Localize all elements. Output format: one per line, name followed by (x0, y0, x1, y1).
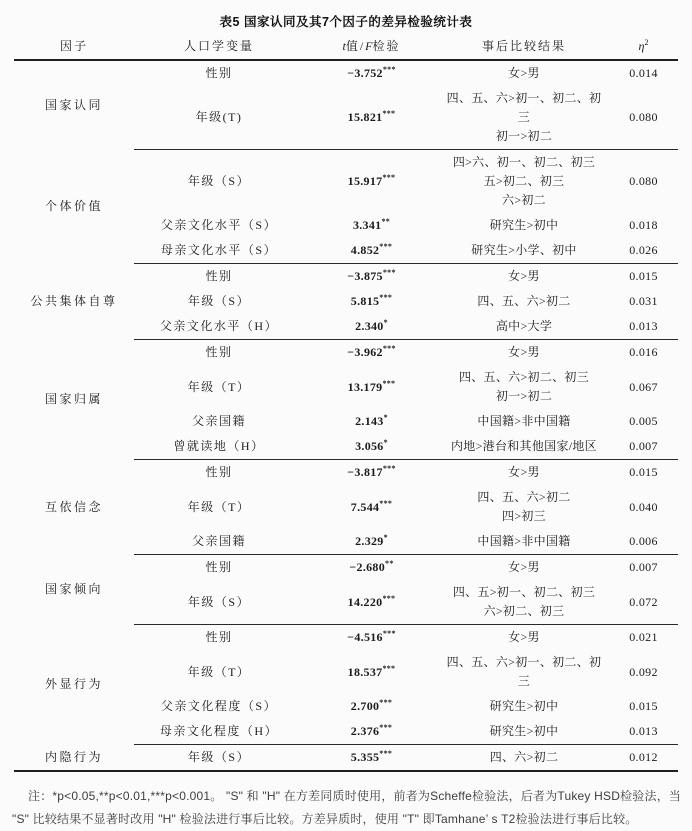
comparison-cell (439, 434, 609, 460)
comparison-line: 研究生>初中 (489, 724, 559, 738)
factor-cell: 国家倾向 (44, 582, 103, 596)
table-header-row (14, 33, 678, 60)
significance-stars: *** (382, 109, 396, 118)
comparison-line: 中国籍>非中国籍 (477, 414, 571, 428)
significance-stars: *** (379, 698, 393, 707)
t-value-cell: −3.817*** (347, 464, 396, 479)
variable-cell: 母亲文化水平（S） (134, 238, 304, 264)
significance-stars: * (383, 413, 388, 422)
t-value-cell: 15.917*** (347, 173, 396, 188)
factor-cell: 个体价值 (44, 199, 103, 213)
significance-stars: *** (379, 723, 393, 732)
t-value-cell: 3.341** (352, 217, 391, 232)
t-value-cell: 7.544*** (350, 498, 393, 514)
comparison-line: 五>初二、初三 (483, 174, 565, 188)
eta-value-cell: 0.018 (629, 218, 658, 232)
comparison-line: 女>男 (508, 560, 540, 574)
t-value-cell: 2.329* (304, 529, 439, 555)
table-row (14, 340, 678, 366)
f-symbol: F (365, 39, 373, 53)
comparison-line: 四、五>初一、初二、初三 (452, 585, 596, 599)
significance-stars: *** (382, 378, 396, 388)
comparison-line: 四、五、六>初二 (477, 294, 571, 308)
comparison-line: 研究生>初中 (489, 218, 559, 232)
comparison-line: 六>初二 (502, 193, 546, 207)
eta-value-cell: 0.015 (629, 465, 658, 479)
comparison-line: 四、五、六>初二 (477, 490, 571, 504)
eta-value-cell: 0.015 (629, 269, 658, 283)
comparison-cell (439, 555, 609, 581)
eta-value-cell: 0.080 (609, 86, 678, 150)
factor-cell: 互依信念 (44, 499, 103, 514)
variable-cell: 性别 (205, 269, 233, 283)
eta-value-cell: 0.092 (629, 664, 658, 679)
comparison-line: 女>男 (508, 269, 540, 283)
variable-cell: 年级（T） (187, 664, 251, 679)
header-factor: 因子 (14, 33, 134, 60)
variable-cell: 性别 (205, 560, 233, 574)
table-row (14, 745, 678, 772)
comparison-line: 四、五、六>初二、初三 (458, 370, 590, 384)
eta-value-cell: 0.013 (609, 719, 678, 745)
table-row (14, 460, 678, 486)
comparison-cell (439, 460, 609, 486)
variable-cell: 性别 (205, 66, 233, 80)
comparison-cell (439, 485, 609, 529)
test-rest-text: 检验 (372, 39, 401, 53)
significance-stars: ** (381, 217, 391, 226)
t-value-cell: −3.875*** (347, 268, 396, 283)
variable-cell: 年级（T） (187, 499, 251, 514)
variable-cell: 父亲国籍 (134, 529, 304, 555)
t-value-cell: −2.680** (349, 559, 394, 574)
variable-cell: 父亲文化程度（S） (160, 699, 278, 713)
footnote (12, 785, 684, 831)
eta-value-cell: 0.015 (629, 699, 658, 713)
significance-stars: *** (382, 593, 396, 603)
significance-stars: *** (382, 464, 396, 473)
variable-cell: 年级(T) (134, 86, 304, 150)
comparison-line: 四、五、六>初一、初二、初三 (446, 655, 602, 688)
table-row (14, 150, 678, 214)
footnote-line-1: 注：*p<0.05,**p<0.01,***p<0.001。 "S" 和 "H" 在方差同质时使用，前者为Scheffe检验法，后者为Tukey HSD检验法，当 (28, 789, 682, 803)
significance-stars: *** (382, 173, 396, 182)
eta-value-cell: 0.013 (609, 314, 678, 340)
t-value-cell: 2.700*** (350, 698, 393, 713)
eta-value-cell: 0.012 (609, 745, 678, 772)
significance-stars: *** (382, 65, 396, 74)
factor-cell: 外显行为 (44, 677, 103, 691)
significance-stars: * (383, 318, 388, 327)
comparison-line: 女>男 (508, 66, 540, 80)
t-value-cell: 2.340* (304, 314, 439, 340)
comparison-cell (439, 365, 609, 409)
t-value-cell: 3.056* (304, 434, 439, 460)
variable-cell: 性别 (205, 345, 233, 359)
comparison-line: 四>六、初一、初二、初三 (452, 155, 596, 169)
header-test (304, 33, 439, 60)
t-symbol: t (342, 39, 346, 53)
significance-stars: *** (379, 242, 393, 251)
comparison-cell (439, 86, 609, 150)
t-value-cell: 4.852*** (304, 238, 439, 264)
t-value-cell: 15.821*** (304, 86, 439, 150)
significance-stars: *** (382, 629, 396, 638)
comparison-line: 研究生>初中 (489, 699, 559, 713)
t-value-cell: −3.962*** (347, 344, 396, 359)
eta-value-cell: 0.005 (629, 414, 658, 428)
comparison-cell (439, 580, 609, 625)
t-value-cell: 5.815*** (350, 293, 393, 308)
t-value-cell: 2.376*** (304, 719, 439, 745)
variable-cell: 年级（S） (134, 745, 304, 772)
comparison-line: 女>男 (508, 465, 540, 479)
significance-stars: *** (379, 293, 393, 302)
variable-cell: 曾就读地（H） (134, 434, 304, 460)
comparison-cell (439, 60, 609, 86)
comparison-cell (439, 625, 609, 651)
comparison-line: 研究生>小学、初中 (471, 243, 577, 257)
significance-stars: *** (382, 344, 396, 353)
significance-stars: *** (379, 498, 393, 508)
comparison-cell (439, 409, 609, 434)
eta-value-cell: 0.040 (629, 499, 658, 514)
factor-cell: 国家认同 (44, 97, 103, 112)
eta-value-cell: 0.007 (629, 560, 658, 574)
comparison-line: 女>男 (508, 630, 540, 644)
variable-cell: 父亲国籍 (191, 414, 246, 428)
comparison-line: 高中>大学 (495, 319, 553, 333)
comparison-cell (439, 340, 609, 366)
comparison-cell (439, 264, 609, 290)
factor-cell: 国家归属 (44, 392, 103, 406)
comparison-cell (439, 314, 609, 340)
variable-cell: 年级（S） (134, 580, 304, 625)
table-body (14, 60, 678, 771)
comparison-line: 内地>港台和其他国家/地区 (450, 439, 597, 453)
variable-cell: 父亲文化水平（H） (134, 314, 304, 340)
comparison-line: 初一>初二 (495, 129, 553, 143)
eta-value-cell: 0.007 (609, 434, 678, 460)
variable-cell: 年级（S） (187, 294, 251, 308)
t-value-cell: 13.179*** (347, 378, 396, 394)
comparison-cell (439, 745, 609, 772)
comparison-line: 四、五、六>初一、初二、初三 (446, 91, 602, 124)
t-value-cell: 2.143* (355, 413, 388, 428)
comparison-cell (439, 694, 609, 719)
header-posthoc: 事后比较结果 (439, 33, 609, 60)
variable-cell: 性别 (205, 630, 233, 644)
t-value-cell: 14.220*** (304, 580, 439, 625)
table-row (14, 264, 678, 290)
variable-cell: 母亲文化程度（H） (134, 719, 304, 745)
footnote-line-2: "S" 比较结果不显著时改用 "H" 检验法进行事后比较。方差异质时，使用 "T" 即Tamhane’ s T2检验法进行事后比较。 (12, 812, 638, 826)
factor-cell: 公共集体自尊 (30, 294, 118, 308)
eta-value-cell: 0.016 (629, 345, 658, 359)
significance-stars: * (383, 533, 388, 542)
t-value-cell: 18.537*** (347, 663, 396, 679)
eta-value-cell: 0.021 (629, 630, 658, 644)
eta-value-cell: 0.014 (629, 66, 658, 80)
table-row (14, 60, 678, 86)
comparison-cell (439, 650, 609, 694)
eta-value-cell: 0.080 (629, 174, 658, 188)
table-row (14, 625, 678, 651)
table-title: 表5 国家认同及其7个因子的差异检验统计表 (219, 15, 473, 29)
significance-stars: * (383, 438, 388, 447)
eta-value-cell: 0.072 (609, 580, 678, 625)
comparison-line: 六>初二、初三 (483, 604, 565, 618)
comparison-line: 初一>初二 (495, 389, 553, 403)
variable-cell: 年级（S） (187, 174, 251, 188)
comparison-line: 女>男 (508, 345, 540, 359)
eta-value-cell: 0.067 (629, 379, 658, 394)
comparison-line: 四>初三 (502, 509, 546, 523)
comparison-cell (439, 213, 609, 238)
comparison-line: 四、六>初二 (489, 750, 559, 764)
eta-symbol: η (638, 38, 645, 53)
comparison-cell (439, 289, 609, 314)
comparison-cell (439, 529, 609, 555)
comparison-line: 中国籍>非中国籍 (477, 534, 571, 548)
comparison-cell (439, 150, 609, 214)
significance-stars: ** (385, 559, 394, 568)
significance-stars: *** (382, 663, 396, 673)
header-variable: 人口学变量 (134, 33, 304, 60)
t-value-cell: −3.752*** (347, 65, 396, 80)
variable-cell: 年级（T） (187, 379, 251, 394)
factor-cell: 内隐行为 (14, 745, 134, 772)
variable-cell: 性别 (205, 465, 233, 479)
eta-exponent: 2 (644, 37, 649, 47)
eta-value-cell: 0.026 (609, 238, 678, 264)
stats-table (14, 33, 678, 772)
t-value-cell: 5.355*** (304, 745, 439, 772)
eta-value-cell: 0.006 (609, 529, 678, 555)
table-row (14, 555, 678, 581)
eta-value-cell: 0.031 (629, 294, 658, 308)
header-eta (609, 33, 678, 60)
comparison-cell (439, 238, 609, 264)
t-value-cell: −4.516*** (347, 629, 396, 644)
significance-stars: *** (382, 268, 396, 277)
variable-cell: 父亲文化水平（S） (160, 218, 278, 232)
comparison-cell (439, 719, 609, 745)
test-mid-text: 值/ (345, 39, 366, 53)
significance-stars: *** (379, 749, 393, 758)
